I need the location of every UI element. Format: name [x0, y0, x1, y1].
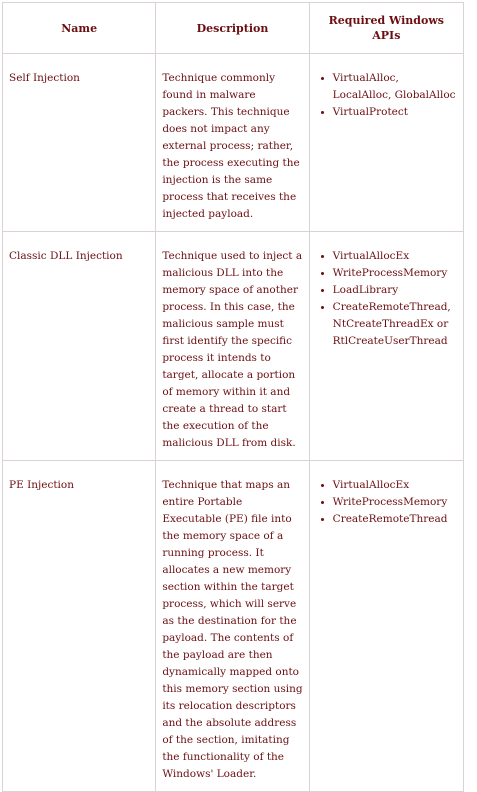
- api-item: CreateRemoteThread, NtCreateThreadEx or RtlCreateUserThread: [333, 299, 457, 350]
- technique-apis: [309, 461, 463, 792]
- api-item: VirtualAlloc, LocalAlloc, GlobalAlloc: [333, 70, 457, 104]
- api-item: CreateRemoteThread: [333, 511, 457, 528]
- header-row: [3, 3, 464, 54]
- api-item: LoadLibrary: [333, 282, 457, 299]
- api-item: WriteProcessMemory: [333, 265, 457, 282]
- technique-name: Classic DLL Injection: [3, 232, 156, 461]
- table-header: [3, 3, 464, 54]
- header-name: Name: [3, 3, 156, 54]
- injection-techniques-table: [2, 2, 464, 792]
- table-row: [3, 54, 464, 232]
- technique-description: Technique used to inject a malicious DLL into the memory space of another process. In this case, the malicious sample must first identify the specific process it intends to target, allocate a portion of memory within it and create a thread to start the execution of the malicious DLL from disk.: [156, 232, 309, 461]
- technique-apis: [309, 232, 463, 461]
- api-list: [316, 248, 457, 350]
- technique-name: Self Injection: [3, 54, 156, 232]
- header-description: Description: [156, 3, 309, 54]
- api-item: WriteProcessMemory: [333, 494, 457, 511]
- technique-name: PE Injection: [3, 461, 156, 792]
- header-apis: Required Windows APIs: [309, 3, 463, 54]
- api-list: [316, 70, 457, 121]
- api-item: VirtualProtect: [333, 104, 457, 121]
- api-item: VirtualAllocEx: [333, 477, 457, 494]
- technique-description: Technique that maps an entire Portable Executable (PE) file into the memory space of a running process. It allocates a new memory section within the target process, which will serve as the destination for the payload. The contents of the payload are then dynamically mapped onto this memory section using its relocation descriptors and the absolute address of the section, imitating the functionality of the Windows' Loader.: [156, 461, 309, 792]
- table-body: [3, 54, 464, 792]
- table-row: [3, 461, 464, 792]
- technique-apis: [309, 54, 463, 232]
- technique-description: Technique commonly found in malware packers. This technique does not impact any external process; rather, the process executing the injection is the same process that receives the injected payload.: [156, 54, 309, 232]
- api-item: VirtualAllocEx: [333, 248, 457, 265]
- table-row: [3, 232, 464, 461]
- api-list: [316, 477, 457, 528]
